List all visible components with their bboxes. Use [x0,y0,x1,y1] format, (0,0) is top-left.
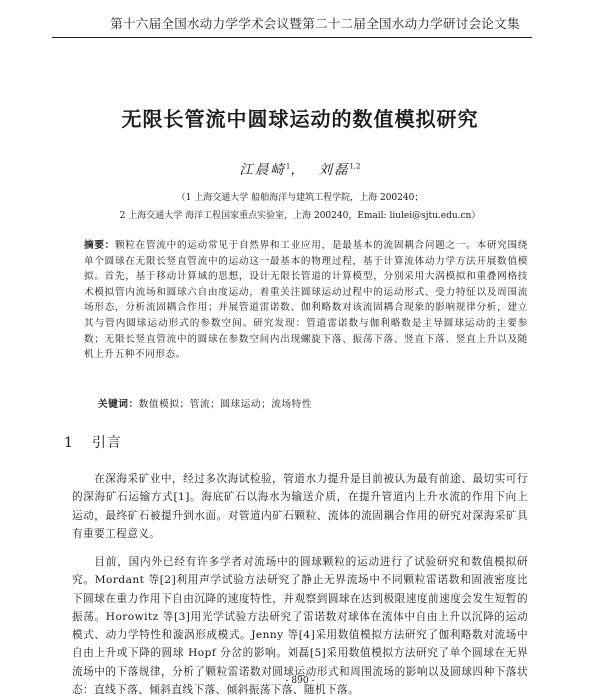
author-name: 刘磊 [318,162,350,178]
keywords [98,396,518,410]
paragraph-text: 在深海采矿业中，经过多次海试检验，管道水力提升是目前被认为最有前途、最切实可行的深海矿石运输方式[1]。海底矿石以海水为输送介质，在提升管道内上升水流的作用下向上运动，最终矿石被提升到水面。对管道内矿石颗粒、流体的流固耦合作用的研究对深海采矿具有重要工程意义。 [72,473,528,540]
keywords-label: 关键词： [98,399,139,410]
affiliation: （1 上海交通大学 船舶海洋与建筑工程学院，上海 200240； [176,193,424,203]
section-title: 引言 [91,435,122,451]
author-name: 江晨崎 [239,162,286,178]
abstract [84,238,528,363]
abstract-label: 摘要： [84,240,115,251]
author-affiliation-mark: 1 [285,162,291,171]
paper-title: 无限长管流中圆球运动的数值模拟研究 [121,107,479,131]
page-number: - 890 - [285,676,315,686]
header-divider [52,37,532,38]
body-paragraph [72,470,528,543]
abstract-text: 颗粒在管流中的运动常见于自然界和工业应用，是最基本的流固耦合问题之一。本研究围绕单个圆球在无限长竖直管流中的运动这一最基本的物理过程，基于计算流体动力学方法开展数值模拟。首先，基于移动计算域的思想，设计无限长管道的计算模型，分别采用大涡模拟和重叠网格技术模拟管内流场和圆球六自由度运动，着重关注圆球运动过程中的运动形式、受力特征以及周围流场形态，分析流固耦合作用；并展管道雷诺数、伽利略数对该流固耦合现象的影响规律分析，建立其与管内圆球运动形式的参数空间。研究发现：管道雷诺数与伽利略数是主导圆球运动的主要参数；无限长竖直管流中的圆球在参数空间内出现螺旋下落、振荡下落、竖直下落、竖直上升以及随机上升五种不同形态。 [84,240,529,361]
section-number: 1 [64,435,74,451]
paragraph-text: 目前，国内外已经有许多学者对流场中的圆球颗粒的运动进行了试验研究和数值模拟研究。Mordant 等[2]利用声学试验方法研究了静止无界流场中不同颗粒雷诺数和固液密度比下圆球在重力作用下自由沉降的速度特性，并观察到圆球在达到极限速度前速度会发生短暂的振荡。Horowitz 等[3]用光学试验方法研究了雷诺数对球体在流体中自由上升以沉降的运动模式、动力学特性和漩涡形成模式。Jenny 等[4]采用数值模拟方法研究了伽利略数对流场中自由上升或下降的圆球 Hopf 分岔的影响。刘磊[5]采用数值模拟方法研究了单个圆球在无界流场中的下落规律，分析了颗粒雷诺数对圆球运动形式和周围流场的影响以及圆球四种下落状态：直线下落、倾斜直线下落、倾斜振荡下落、随机下落。 [72,556,528,697]
keywords-text: 数值模拟；管流；圆球运动；流场特性 [138,399,313,410]
running-header: 第十六届全国水动力学学术会议暨第二十二届全国水动力学研讨会论文集 [110,16,520,31]
affiliation: 2 上海交通大学 海洋工程国家重点实验室，上海 200240，Email: liulei@sjtu.edu.cn） [119,211,481,221]
author-list: 江晨崎$^1$， 刘磊$^{1,2}$ [239,162,361,178]
section-heading [64,432,122,452]
author-affiliation-mark: 1,2 [349,162,361,171]
